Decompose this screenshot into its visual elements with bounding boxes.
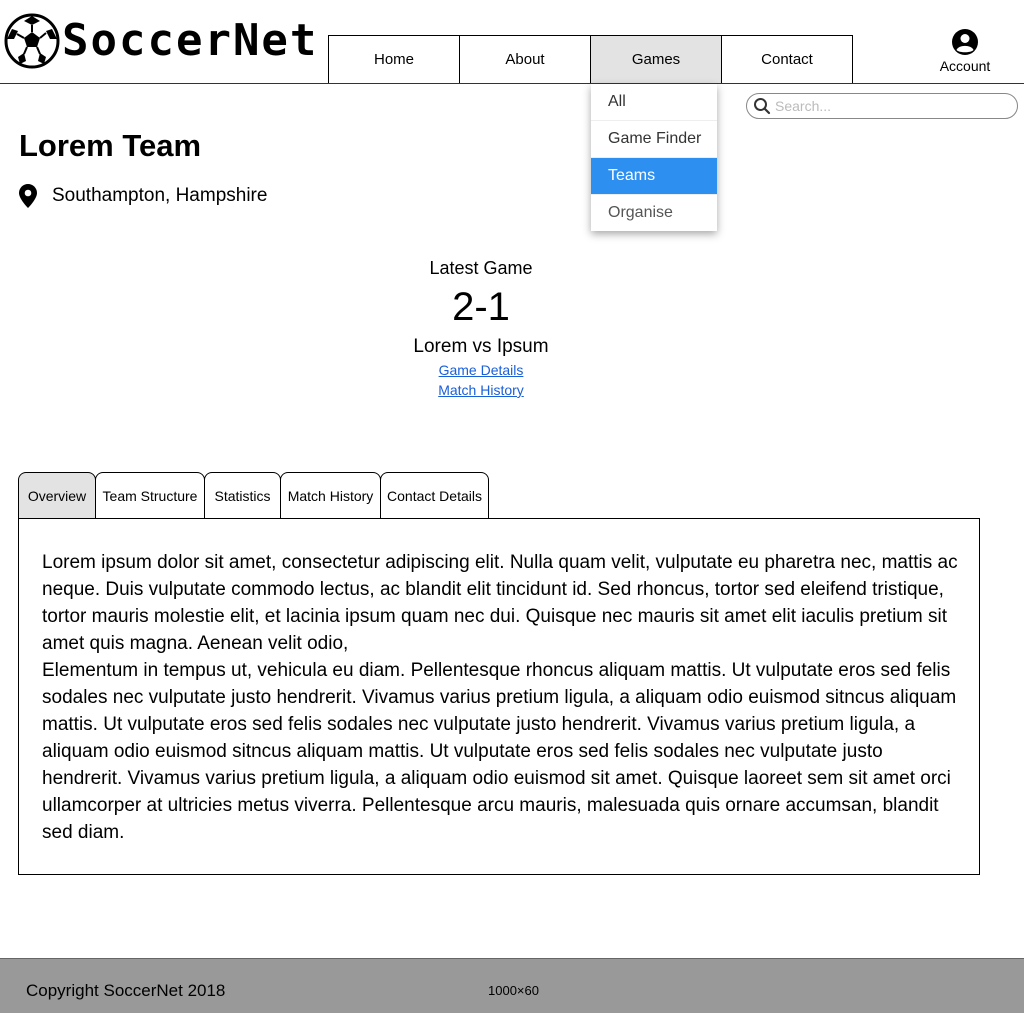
tab-match-history[interactable]: Match History [280, 472, 381, 518]
menu-item-organise[interactable]: Organise [608, 204, 673, 221]
search-icon [753, 97, 771, 115]
nav-contact[interactable]: Contact [721, 35, 853, 84]
account-icon [951, 28, 979, 56]
tab-overview[interactable]: Overview [18, 472, 96, 518]
location-pin-icon [19, 184, 37, 208]
tab-statistics[interactable]: Statistics [204, 472, 281, 518]
latest-game-matchup: Lorem vs Ipsum [413, 336, 549, 357]
menu-item-all[interactable]: All [591, 84, 717, 121]
overview-paragraph: Elementum in tempus ut, vehicula eu diam. Pellentesque rhoncus aliquam mattis. Ut vulputate eros sed felis sodales nec vulputate justo hendrerit. Vivamus varius pretium ligula, a aliquam odio euismod sitncus aliquam mattis. Ut vulputate eros sed felis sodales nec vulputate justo hendrerit. Vivamus varius pretium ligula, a aliquam odio euismod sitncus aliquam mattis. Ut vulputate eros sed felis sodales nec vulputate justo hendrerit. Vivamus varius pretium ligula, a aliquam odio euismod sit amet. Quisque laoreet sem sit amet orci ullamcorper at ultricies metus viverra. Pellentesque arcu mauris, malesuada quis ornare accumsan, blandit sed diam. [42, 660, 957, 843]
menu-item-teams[interactable]: Teams [591, 158, 717, 195]
search-box [746, 93, 1018, 119]
site-logo[interactable] [4, 8, 318, 74]
nav-home[interactable]: Home [328, 35, 459, 84]
tab-team-structure[interactable]: Team Structure [95, 472, 205, 518]
footer-size-note: 1000×60 [488, 983, 539, 998]
search-input[interactable] [773, 97, 1007, 115]
match-history-link[interactable]: Match History [438, 382, 524, 398]
site-footer [0, 958, 1024, 1013]
nav-games[interactable]: Games [590, 35, 721, 84]
game-details-link[interactable]: Game Details [438, 362, 524, 378]
location-text: Southampton, Hampshire [52, 185, 268, 206]
tab-contact-details[interactable]: Contact Details [380, 472, 489, 518]
footer-copyright: Copyright SoccerNet 2018 [26, 981, 226, 1000]
team-tabs [18, 472, 488, 518]
soccer-ball-icon [4, 13, 60, 69]
latest-game-score: 2-1 [452, 285, 510, 329]
nav-about[interactable]: About [459, 35, 590, 84]
latest-game-card [381, 258, 581, 398]
menu-item-game-finder[interactable]: Game Finder [591, 121, 717, 158]
header-divider [0, 83, 1024, 84]
team-name: Lorem Team [19, 128, 202, 163]
latest-game-label: Latest Game [429, 258, 533, 278]
account-label: Account [939, 58, 991, 74]
account-button[interactable] [930, 28, 1000, 74]
games-dropdown-menu [591, 84, 717, 231]
team-location [19, 184, 267, 208]
logo-text: SoccerNet [62, 15, 319, 66]
main-nav [328, 35, 853, 83]
overview-paragraph: Lorem ipsum dolor sit amet, consectetur adipiscing elit. Nulla quam velit, vulputate eu pharetra nec, mattis ac neque. Duis vulputate commodo lectus, ac blandit elit tincidunt id. Sed rhoncus, tortor sed eleifend tristique, tortor mauris molestie elit, et lacinia ipsum quam nec dui. Quisque nec mauris sit amet elit iaculis pretium sit amet quis magna. Aenean velit odio, [42, 552, 958, 654]
overview-panel [18, 518, 980, 875]
